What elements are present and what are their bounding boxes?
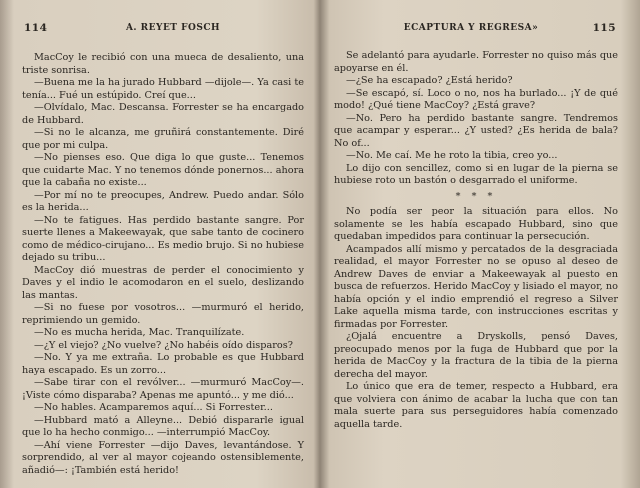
paragraph: —Se escapó, sí. Loco o no, nos ha burlado... ¡Y de qué modo! ¿Qué tiene MacCoy? ¿Está grave? [334, 87, 618, 111]
paragraph: Lo dijo con sencillez, como si en lugar de la pierna se hubiese roto un bastón o desgarrado el uniforme. [334, 162, 618, 186]
right-page-body [334, 50, 618, 431]
paragraph: —¿Se ha escapado? ¿Está herido? [346, 75, 513, 86]
paragraph: No podía ser peor la situación para ellos. No solamente se les había escapado Hubbard, sino que quedaban impedidos para continuar la persecución. [334, 206, 618, 242]
right-page [334, 0, 618, 488]
paragraph: —No es mucha herida, Mac. Tranquilízate. [34, 327, 245, 338]
paragraph: —No te fatigues. Has perdido bastante sangre. Por suerte llenes a Makeewayak, que sabe tanto de cocinero como de médico-cirujano... Es medio brujo. Si no hubiese dejado su tribu... [22, 214, 304, 263]
paragraph: Acampados allí mismo y percatados de la desgraciada realidad, el mayor Forrester no se opuso al deseo de Andrew Daves de enviar a Makeewayak al puesto en busca de refuerzos. Herido MacCoy y lisiado el mayor, no había opción y el indio emprendió el regreso a Silver Lake aquella misma tarde, con instrucciones escritas y firmadas por Forrester. [334, 243, 618, 330]
paragraph: —Por mí no te preocupes, Andrew. Puedo andar. Sólo es la herida... [22, 189, 304, 213]
left-page-number: 114 [24, 22, 48, 34]
paragraph: —Si no fuese por vosotros... —murmuró el herido, reprimiendo un gemido. [22, 302, 304, 326]
paragraph: ¿Ojalá encuentre a Dryskolls, pensó Daves, preocupado menos por la fuga de Hubbard que por la herida de MacCoy y la fractura de la tibia de la pierna derecha del mayor. [334, 331, 618, 380]
left-page [22, 0, 304, 488]
paragraph: Lo único que era de temer, respecto a Hubbard, era que volviera con ánimo de acabar la lucha que con tan mala suerte para sus perseguidores había comenzado aquella tarde. [334, 381, 618, 430]
paragraph: —No. Me caí. Me he roto la tibia, creo yo... [346, 150, 558, 161]
left-running-head: A. REYET FOSCH [125, 23, 221, 33]
left-page-body [22, 52, 304, 477]
paragraph: MacCoy dió muestras de perder el conocimiento y Daves y el indio le acomodaron en el suelo, deslizando las mantas. [22, 264, 304, 301]
right-running-head: ECAPTURA Y REGRESA» [403, 23, 539, 33]
section-separator: * * * [455, 190, 497, 202]
paragraph: —Ahí viene Forrester —dijo Daves, levantándose. Y sorprendido, al ver al mayor cojeando ostensiblemente, añadió—: ¡También está herido! [22, 439, 304, 476]
paragraph: —No. Pero ha perdido bastante sangre. Tendremos que acampar y esperar... ¿Y usted? ¿Es herida de bala? No of... [334, 112, 618, 149]
paragraph: —No hables. Acamparemos aquí... Si Forrester... [34, 402, 273, 413]
paragraph: —Olvídalo, Mac. Descansa. Forrester se ha encargado de Hubbard. [22, 102, 304, 126]
paragraph: —Hubbard mató a Alleyne... Debió dispararle igual que lo ha hecho conmigo... —interrumpió MacCoy. [22, 414, 304, 438]
paragraph: —Buena me la ha jurado Hubbard —dijole—. Ya casi te tenía... Fué un estúpido. Creí que... [22, 77, 304, 101]
paragraph: Se adelantó para ayudarle. Forrester no quiso más que apoyarse en él. [334, 50, 618, 74]
paragraph: —Si no le alcanza, me gruñirá constantemente. Diré que por mi culpa. [22, 127, 304, 151]
paragraph: MacCoy le recibió con una mueca de desaliento, una triste sonrisa. [22, 52, 304, 76]
right-page-number: 115 [592, 22, 616, 34]
paragraph: —No. Y ya me extraña. Lo probable es que Hubbard haya escapado. Es un zorro... [22, 352, 304, 376]
paragraph: —No pienses eso. Que diga lo que guste... Tenemos que cuidarte Mac. Y no tenemos dónde ponernos... ahora que la cabaña no existe... [22, 152, 304, 188]
paragraph: —Sabe tirar con el revólver... —murmuró MacCoy—. ¡Viste cómo disparaba? Apenas me apuntó... y me dió... [22, 377, 304, 401]
paragraph: —¿Y el viejo? ¿No vuelve? ¿No habéis oído disparos? [34, 339, 293, 351]
